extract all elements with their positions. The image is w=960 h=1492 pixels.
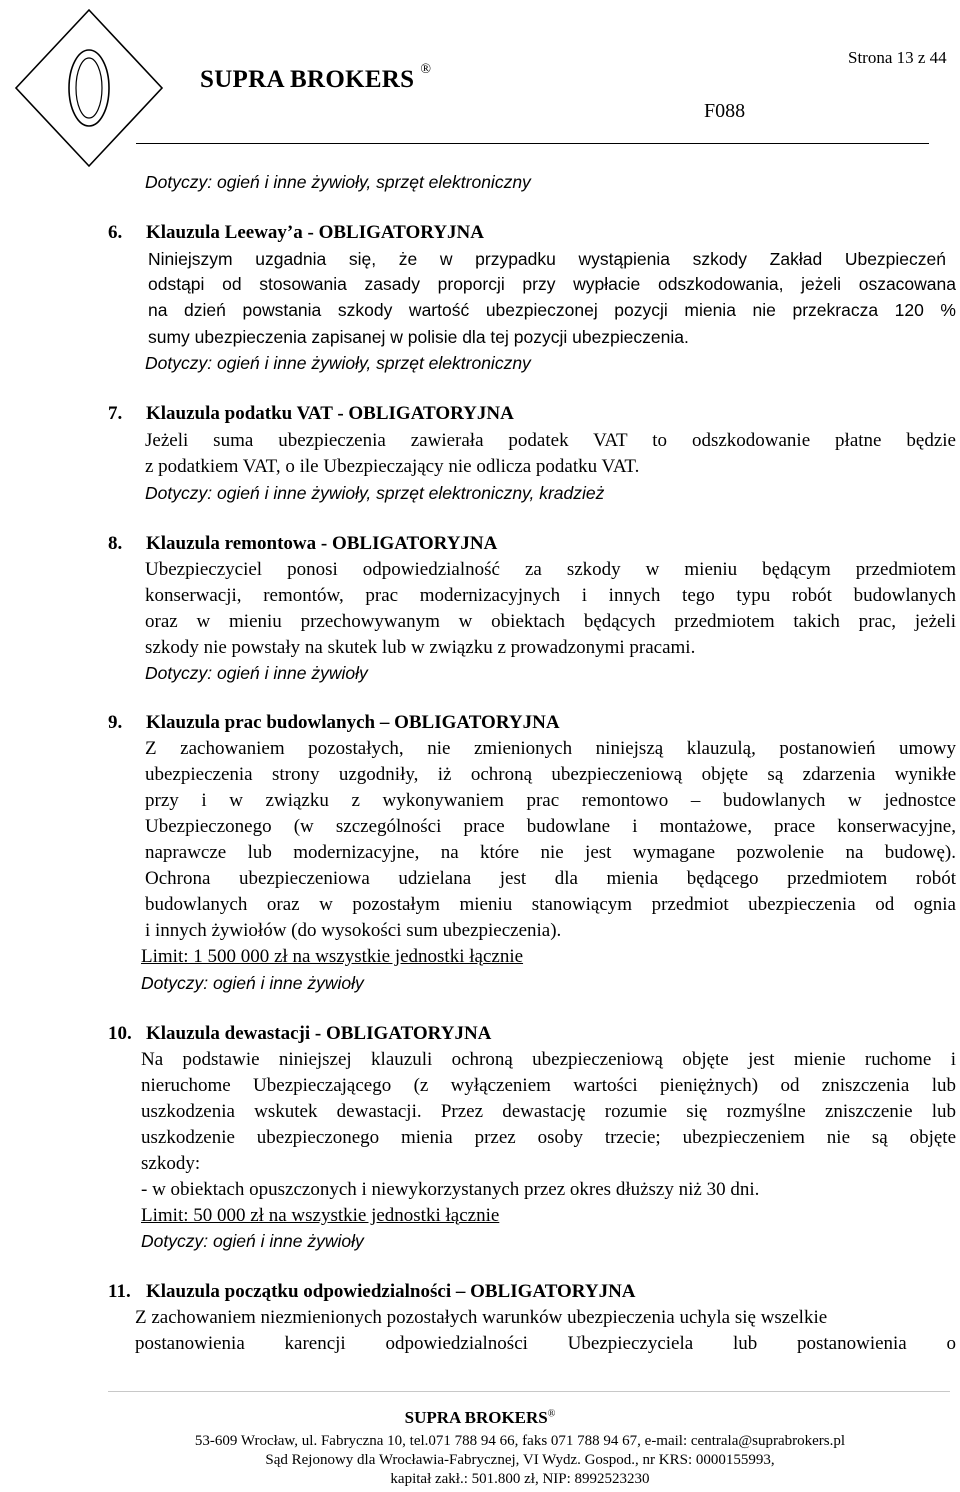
clause-9-line: Z zachowaniem pozostałych, nie zmienionych niniejszą klauzulą, postanowień umowy: [145, 738, 956, 759]
clause-10-line: szkody:: [141, 1153, 201, 1174]
header-rule: [136, 143, 929, 144]
clause-9-line: naprawcze lub modernizacyjne, na które nie jest wymagane pozwolenie na budowę).: [145, 842, 956, 863]
clause-9-limit: Limit: 1 500 000 zł na wszystkie jednostki łącznie: [141, 946, 524, 967]
clause-9-line: i innych żywiołów (do wysokości sum ubezpieczenia).: [145, 920, 562, 941]
clause-6-line: odstąpi od stosowania zasady proporcji przy wypłacie odszkodowania, jeżeli oszacowana: [148, 274, 956, 294]
clause-8-line: szkody nie powstały na skutek lub w związku z prowadzonymi pracami.: [145, 637, 696, 658]
clause-10-subject: Dotyczy: ogień i inne żywioły: [141, 1231, 364, 1251]
clause-8-subject: Dotyczy: ogień i inne żywioły: [145, 663, 368, 683]
clause-10-limit: Limit: 50 000 zł na wszystkie jednostki łącznie: [141, 1205, 500, 1226]
clause-9-line: Ubezpieczonego (w szczególności prace budowlane i montażowe, prace konserwacyjne,: [145, 816, 956, 837]
footer-rule: [108, 1391, 950, 1392]
clause-11-line: Z zachowaniem niezmienionych pozostałych warunków ubezpieczenia uchyla się wszelkie: [135, 1307, 828, 1328]
clause-6-line: na dzień powstania szkody wartość ubezpieczonej pozycji mienia nie przekracza 120 %: [148, 300, 956, 320]
clause-7-line: Jeżeli suma ubezpieczenia zawierała podatek VAT to odszkodowanie płatne będzie: [145, 430, 956, 451]
clause-number: 6.: [108, 222, 123, 243]
clause-10-line: - w obiektach opuszczonych i niewykorzystanych przez okres dłuższy niż 30 dni.: [141, 1179, 760, 1200]
header-brand-text: SUPRA BROKERS: [200, 66, 415, 93]
clause-7-subject: Dotyczy: ogień i inne żywioły, sprzęt elektroniczny, kradzież: [145, 483, 605, 503]
footer-registered-mark: ®: [547, 1408, 556, 1420]
clause-title: Klauzula Leeway’a - OBLIGATORYJNA: [146, 222, 485, 243]
form-code: F088: [704, 100, 746, 122]
clause-6-line: Niniejszym uzgadnia się, że w przypadku wystąpienia szkody Zakład Ubezpieczeń: [148, 249, 946, 269]
header-brand: [200, 62, 432, 94]
company-logo: [14, 8, 164, 168]
clause-9-line: przy i w związku z wykonywaniem prac remontowo – budowlanych w jednostce: [145, 790, 956, 811]
clause-title: Klauzula początku odpowiedzialności – OBLIGATORYJNA: [146, 1281, 636, 1302]
footer-capital: kapitał zakł.: 501.800 zł, NIP: 8992523230: [390, 1471, 650, 1487]
clause-9-line: Ochrona ubezpieczeniowa udzielana jest dla mienia będącego przedmiotem robót: [145, 868, 956, 889]
clause-number: 11.: [108, 1281, 131, 1302]
footer-address: 53-609 Wrocław, ul. Fabryczna 10, tel.071 788 94 66, faks 071 788 94 67, e-mail: centrala@suprabrokers.pl: [194, 1433, 846, 1449]
clause-10-line: uszkodzenia wskutek dewastacji. Przez dewastację rozumie się rozmyślne zniszczenie lub: [141, 1101, 956, 1122]
footer-court: Sąd Rejonowy dla Wrocławia-Fabrycznej, VI Wydz. Gospod., nr KRS: 0000155993,: [265, 1452, 775, 1468]
clause-11-line: postanowienia karencji odpowiedzialności Ubezpieczyciela lub postanowienia o: [135, 1333, 956, 1354]
page-number: Strona 13 z 44: [848, 48, 947, 67]
clause-9-line: budowlanych oraz w pozostałym mieniu stanowiącym przedmiot ubezpieczenia od ognia: [145, 894, 956, 915]
clause-7-line: z podatkiem VAT, o ile Ubezpieczający nie odlicza podatku VAT.: [145, 456, 640, 477]
footer-brand-text: SUPRA BROKERS: [404, 1408, 548, 1427]
clause-number: 10.: [108, 1023, 132, 1044]
clause-10-line: nieruchome Ubezpieczającego (z wyłączeniem wartości pieniężnych) od zniszczenia lub: [141, 1075, 956, 1096]
clause-9-line: ubezpieczenia strony uzgodniły, iż ochroną ubezpieczeniową objęte są zdarzenia wynikłe: [145, 764, 956, 785]
clause-number: 8.: [108, 533, 123, 554]
registered-mark: ®: [420, 62, 432, 77]
clause-title: Klauzula dewastacji - OBLIGATORYJNA: [146, 1023, 492, 1044]
clause-title: Klauzula prac budowlanych – OBLIGATORYJNA: [146, 712, 560, 733]
clause-9-subject: Dotyczy: ogień i inne żywioły: [141, 973, 364, 993]
clause-10-line: uszkodzenie ubezpieczonego mienia przez osoby trzecie; ubezpieczeniem nie są objęte: [141, 1127, 956, 1148]
clause-6-subject: Dotyczy: ogień i inne żywioły, sprzęt elektroniczny: [145, 353, 531, 373]
clause-6-line: sumy ubezpieczenia zapisanej w polisie dla tej pozycji ubezpieczenia.: [148, 327, 689, 347]
clause-8-line: konserwacji, remontów, prac modernizacyjnych i innych tego typu robót budowlanych: [145, 585, 956, 606]
clause-number: 7.: [108, 403, 123, 424]
clause-8-line: Ubezpieczyciel ponosi odpowiedzialność za szkody w mieniu będącym przedmiotem: [145, 559, 956, 580]
clause-number: 9.: [108, 712, 123, 733]
intro-subject: Dotyczy: ogień i inne żywioły, sprzęt elektroniczny: [145, 172, 531, 192]
clause-8-line: oraz w mieniu przechowywanym w obiektach będących przedmiotem takich prac, jeżeli: [145, 611, 956, 632]
clause-title: Klauzula podatku VAT - OBLIGATORYJNA: [146, 403, 514, 424]
footer-brand: [0, 1408, 960, 1428]
clause-10-line: Na podstawie niniejszej klauzuli ochroną ubezpieczeniową objęte jest mienie ruchome i: [141, 1049, 956, 1070]
clause-title: Klauzula remontowa - OBLIGATORYJNA: [146, 533, 498, 554]
